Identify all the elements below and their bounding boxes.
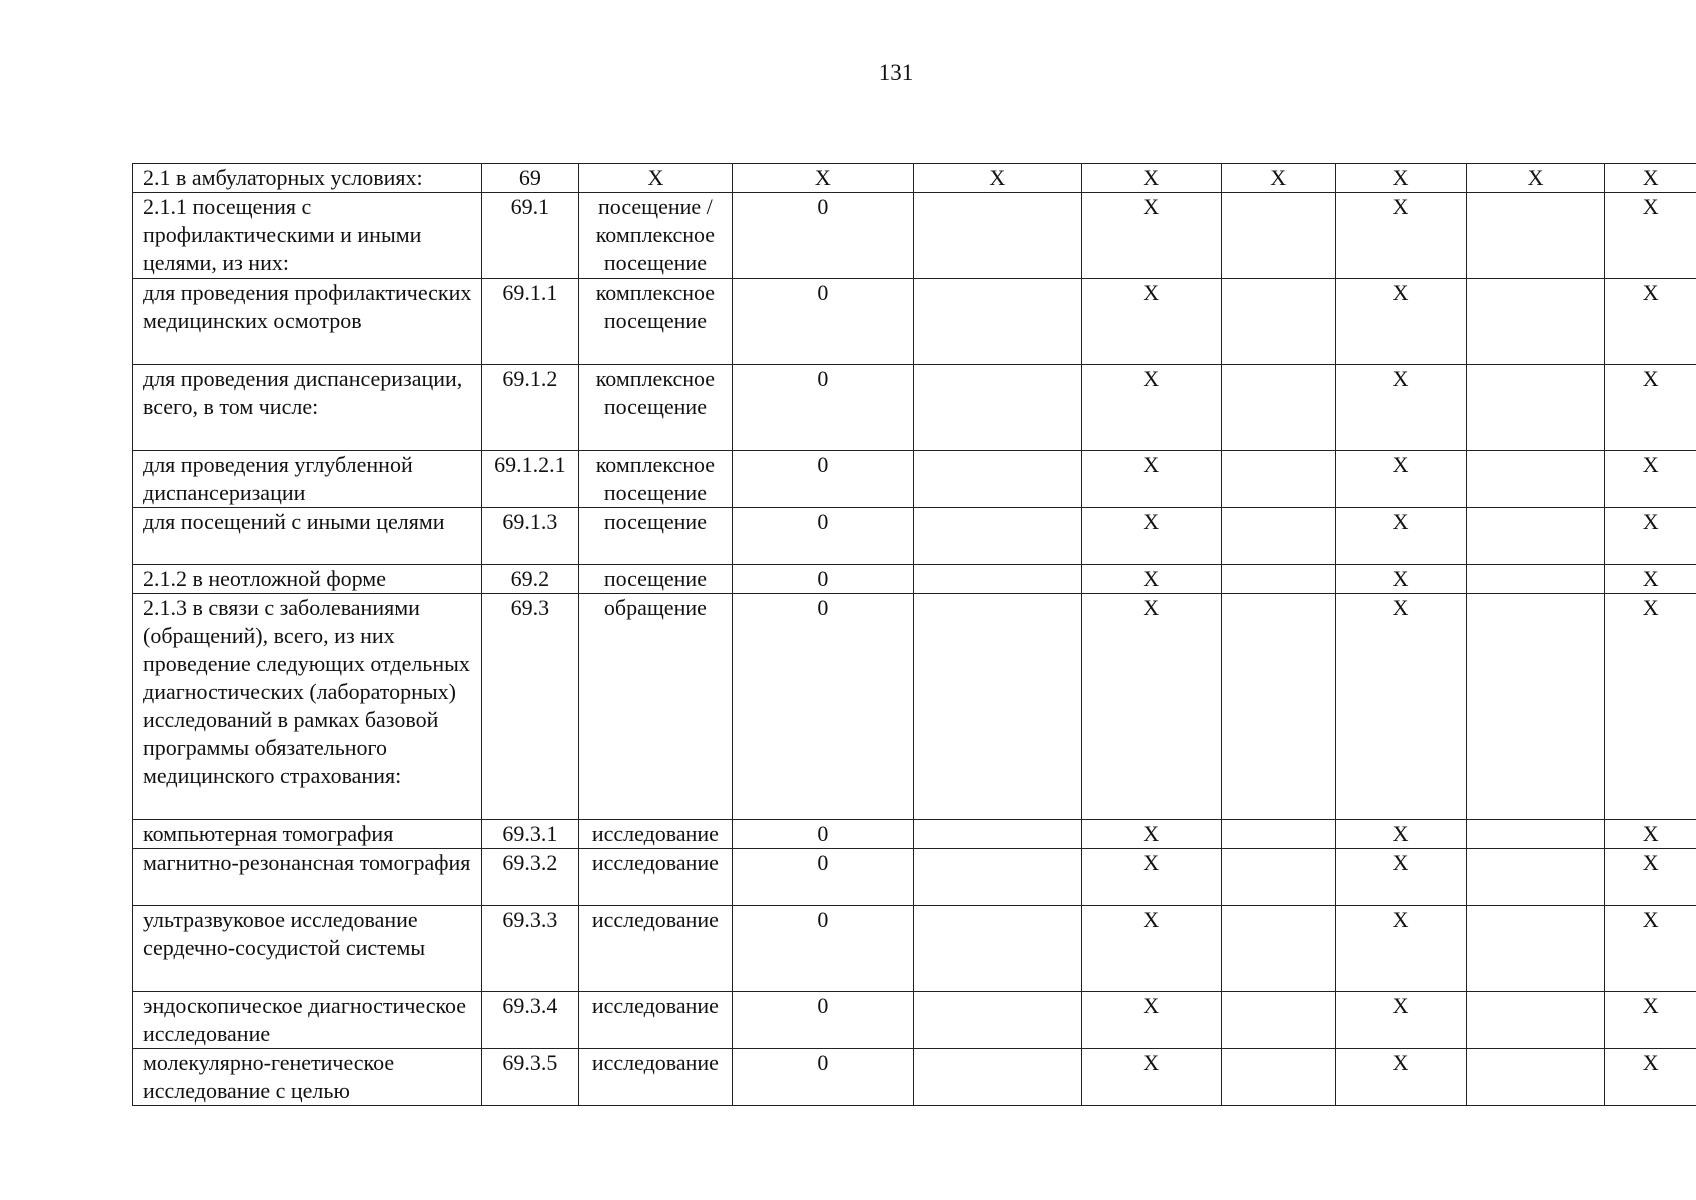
- table-row: [133, 820, 1696, 849]
- row-value-3: X: [1081, 594, 1221, 820]
- row-value-4: [1221, 594, 1335, 820]
- row-value-5: X: [1335, 849, 1466, 906]
- row-name: для проведения диспансеризации, всего, в том числе:: [133, 365, 482, 451]
- row-unit: комплексное посещение: [578, 279, 732, 365]
- row-value-5: X: [1335, 451, 1466, 508]
- row-value-4: [1221, 992, 1335, 1049]
- row-unit: исследование: [578, 820, 732, 849]
- row-value-4: [1221, 820, 1335, 849]
- row-value-1: 0: [732, 365, 913, 451]
- row-code: 69.1.1: [481, 279, 578, 365]
- row-name: 2.1.2 в неотложной форме: [133, 565, 482, 594]
- row-value-7: X: [1605, 279, 1696, 365]
- row-code: 69.3.2: [481, 849, 578, 906]
- row-value-3: X: [1081, 820, 1221, 849]
- row-value-6: [1466, 565, 1605, 594]
- row-code: 69.3: [481, 594, 578, 820]
- row-value-1: X: [732, 164, 913, 193]
- row-name: для проведения углубленной диспансеризации: [133, 451, 482, 508]
- row-value-3: X: [1081, 906, 1221, 992]
- table-row: [133, 193, 1696, 279]
- row-value-2: [913, 279, 1081, 365]
- row-value-6: [1466, 992, 1605, 1049]
- row-value-6: [1466, 849, 1605, 906]
- row-value-6: [1466, 906, 1605, 992]
- row-value-2: [913, 820, 1081, 849]
- row-value-7: X: [1605, 594, 1696, 820]
- row-value-5: X: [1335, 992, 1466, 1049]
- row-name: 2.1 в амбулаторных условиях:: [133, 164, 482, 193]
- page-number: 131: [878, 60, 914, 85]
- row-value-3: X: [1081, 508, 1221, 565]
- row-value-7: X: [1605, 906, 1696, 992]
- row-name: молекулярно-генетическое исследование с целью: [133, 1049, 482, 1106]
- row-value-3: X: [1081, 193, 1221, 279]
- table-body: [133, 164, 1696, 1106]
- row-unit: X: [578, 164, 732, 193]
- row-unit: исследование: [578, 849, 732, 906]
- row-unit: исследование: [578, 906, 732, 992]
- row-value-2: [913, 508, 1081, 565]
- row-unit: посещение / комплексное посещение: [578, 193, 732, 279]
- row-value-2: [913, 594, 1081, 820]
- row-unit: обращение: [578, 594, 732, 820]
- row-code: 69.1.2.1: [481, 451, 578, 508]
- row-value-6: X: [1466, 164, 1605, 193]
- row-value-3: X: [1081, 849, 1221, 906]
- row-value-4: [1221, 565, 1335, 594]
- row-value-5: X: [1335, 508, 1466, 565]
- table-row: [133, 365, 1696, 451]
- row-code: 69: [481, 164, 578, 193]
- row-value-2: [913, 193, 1081, 279]
- row-value-6: [1466, 820, 1605, 849]
- table-row: [133, 906, 1696, 992]
- row-code: 69.2: [481, 565, 578, 594]
- row-value-1: 0: [732, 193, 913, 279]
- row-value-6: [1466, 365, 1605, 451]
- row-value-6: [1466, 1049, 1605, 1106]
- row-value-2: [913, 365, 1081, 451]
- row-unit: комплексное посещение: [578, 451, 732, 508]
- row-value-1: 0: [732, 849, 913, 906]
- row-value-7: X: [1605, 164, 1696, 193]
- row-value-1: 0: [732, 279, 913, 365]
- row-value-2: [913, 451, 1081, 508]
- row-value-6: [1466, 279, 1605, 365]
- table-row: [133, 565, 1696, 594]
- row-value-1: 0: [732, 1049, 913, 1106]
- row-value-1: 0: [732, 594, 913, 820]
- row-value-2: [913, 849, 1081, 906]
- row-code: 69.1.3: [481, 508, 578, 565]
- row-value-3: X: [1081, 1049, 1221, 1106]
- row-name: для проведения профилактических медицинских осмотров: [133, 279, 482, 365]
- row-code: 69.3.3: [481, 906, 578, 992]
- row-value-3: X: [1081, 365, 1221, 451]
- row-value-4: [1221, 906, 1335, 992]
- row-value-1: 0: [732, 820, 913, 849]
- row-value-1: 0: [732, 508, 913, 565]
- row-value-4: [1221, 1049, 1335, 1106]
- row-value-6: [1466, 594, 1605, 820]
- row-value-4: [1221, 279, 1335, 365]
- row-value-5: X: [1335, 365, 1466, 451]
- table-row: [133, 279, 1696, 365]
- row-code: 69.1.2: [481, 365, 578, 451]
- row-value-1: 0: [732, 565, 913, 594]
- row-value-6: [1466, 193, 1605, 279]
- table-row: [133, 594, 1696, 820]
- row-value-4: [1221, 451, 1335, 508]
- row-value-6: [1466, 451, 1605, 508]
- row-value-1: 0: [732, 451, 913, 508]
- row-value-7: X: [1605, 1049, 1696, 1106]
- row-value-5: X: [1335, 164, 1466, 193]
- row-unit: посещение: [578, 565, 732, 594]
- row-name: эндоскопическое диагностическое исследование: [133, 992, 482, 1049]
- table-row: [133, 508, 1696, 565]
- row-value-3: X: [1081, 164, 1221, 193]
- table-row: [133, 849, 1696, 906]
- row-value-2: [913, 906, 1081, 992]
- row-value-7: X: [1605, 565, 1696, 594]
- row-value-3: X: [1081, 565, 1221, 594]
- row-name: 2.1.1 посещения с профилактическими и иными целями, из них:: [133, 193, 482, 279]
- row-value-3: X: [1081, 451, 1221, 508]
- row-unit: исследование: [578, 992, 732, 1049]
- row-value-6: [1466, 508, 1605, 565]
- row-value-2: [913, 1049, 1081, 1106]
- table-row: [133, 992, 1696, 1049]
- row-value-4: [1221, 365, 1335, 451]
- row-code: 69.1: [481, 193, 578, 279]
- row-value-4: [1221, 193, 1335, 279]
- row-code: 69.3.5: [481, 1049, 578, 1106]
- row-unit: исследование: [578, 1049, 732, 1106]
- row-value-1: 0: [732, 906, 913, 992]
- row-value-5: X: [1335, 1049, 1466, 1106]
- row-value-2: [913, 992, 1081, 1049]
- row-value-3: X: [1081, 992, 1221, 1049]
- row-value-5: X: [1335, 820, 1466, 849]
- row-value-2: [913, 565, 1081, 594]
- row-value-7: X: [1605, 820, 1696, 849]
- row-value-7: X: [1605, 992, 1696, 1049]
- row-value-5: X: [1335, 565, 1466, 594]
- row-value-4: X: [1221, 164, 1335, 193]
- data-table: [132, 163, 1696, 1106]
- row-value-5: X: [1335, 193, 1466, 279]
- row-unit: комплексное посещение: [578, 365, 732, 451]
- row-value-4: [1221, 508, 1335, 565]
- row-value-3: X: [1081, 279, 1221, 365]
- row-value-4: [1221, 849, 1335, 906]
- row-value-5: X: [1335, 594, 1466, 820]
- row-unit: посещение: [578, 508, 732, 565]
- row-value-1: 0: [732, 992, 913, 1049]
- row-value-7: X: [1605, 365, 1696, 451]
- row-value-7: X: [1605, 193, 1696, 279]
- row-value-7: X: [1605, 849, 1696, 906]
- row-name: компьютерная томография: [133, 820, 482, 849]
- row-value-5: X: [1335, 279, 1466, 365]
- row-value-5: X: [1335, 906, 1466, 992]
- row-value-7: X: [1605, 451, 1696, 508]
- row-value-7: X: [1605, 508, 1696, 565]
- row-value-2: X: [913, 164, 1081, 193]
- row-name: для посещений с иными целями: [133, 508, 482, 565]
- table-row: [133, 1049, 1696, 1106]
- row-name: 2.1.3 в связи с заболеваниями (обращений), всего, из них проведение следующих отдельных диагностических (лабораторных) исследований в рамках базовой программы обязательного медицинского страхования:: [133, 594, 482, 820]
- table-row: [133, 164, 1696, 193]
- row-name: магнитно-резонансная томография: [133, 849, 482, 906]
- row-code: 69.3.4: [481, 992, 578, 1049]
- table-row: [133, 451, 1696, 508]
- row-code: 69.3.1: [481, 820, 578, 849]
- row-name: ультразвуковое исследование сердечно-сосудистой системы: [133, 906, 482, 992]
